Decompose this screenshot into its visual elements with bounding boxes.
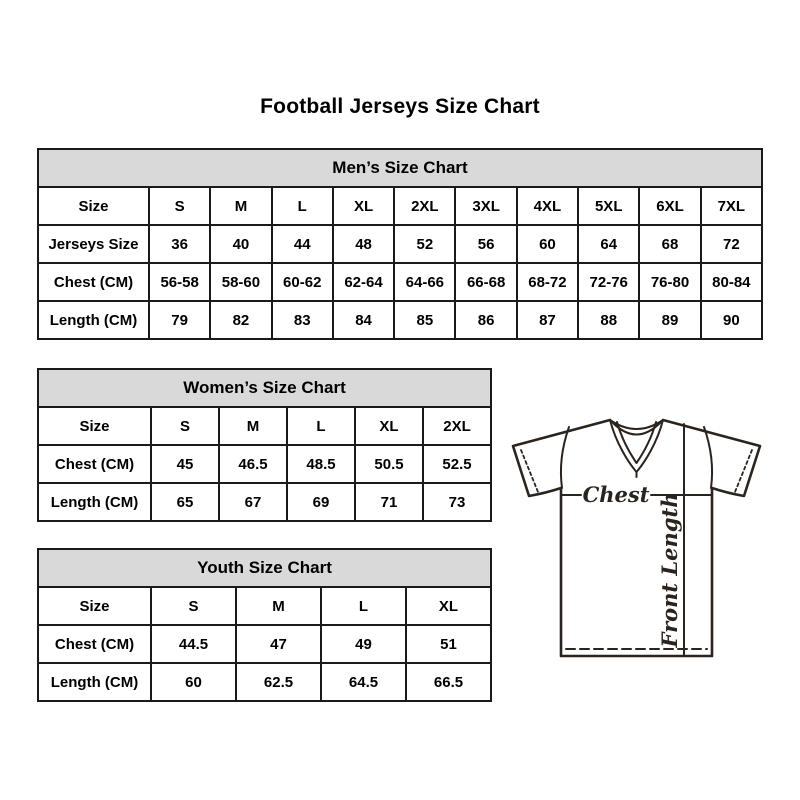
- mens-size-table: [37, 148, 763, 340]
- table-row: [38, 263, 762, 301]
- row-label-cell: Size: [38, 187, 149, 225]
- table-row: [38, 301, 762, 339]
- value-cell: 89: [639, 301, 700, 339]
- value-cell: 50.5: [355, 445, 423, 483]
- value-cell: 46.5: [219, 445, 287, 483]
- youth-size-table: [37, 548, 492, 702]
- row-label-cell: Size: [38, 587, 151, 625]
- table-row: [38, 625, 491, 663]
- value-cell: 68-72: [517, 263, 578, 301]
- value-cell: 82: [210, 301, 271, 339]
- value-cell: 73: [423, 483, 491, 521]
- womens-table-title: Women’s Size Chart: [38, 369, 491, 407]
- mens-table-title: Men’s Size Chart: [38, 149, 762, 187]
- row-label-cell: Chest (CM): [38, 625, 151, 663]
- value-cell: 84: [333, 301, 394, 339]
- value-cell: L: [272, 187, 333, 225]
- value-cell: 86: [455, 301, 516, 339]
- value-cell: 48.5: [287, 445, 355, 483]
- front-length-label: Front Length: [657, 492, 682, 648]
- value-cell: 44.5: [151, 625, 236, 663]
- value-cell: 60-62: [272, 263, 333, 301]
- value-cell: 3XL: [455, 187, 516, 225]
- youth-table-title: Youth Size Chart: [38, 549, 491, 587]
- value-cell: 83: [272, 301, 333, 339]
- value-cell: 90: [701, 301, 762, 339]
- row-label-cell: Size: [38, 407, 151, 445]
- value-cell: 2XL: [394, 187, 455, 225]
- jersey-measurement-diagram: [505, 410, 770, 668]
- value-cell: 52: [394, 225, 455, 263]
- value-cell: M: [219, 407, 287, 445]
- value-cell: 49: [321, 625, 406, 663]
- table-row: [38, 407, 491, 445]
- table-row: [38, 587, 491, 625]
- value-cell: 5XL: [578, 187, 639, 225]
- table-row: [38, 663, 491, 701]
- value-cell: 60: [151, 663, 236, 701]
- value-cell: 79: [149, 301, 210, 339]
- table-row: [38, 445, 491, 483]
- value-cell: XL: [333, 187, 394, 225]
- value-cell: 87: [517, 301, 578, 339]
- table-header-row: [38, 549, 491, 587]
- value-cell: 88: [578, 301, 639, 339]
- page-title: Football Jerseys Size Chart: [260, 95, 540, 118]
- value-cell: M: [210, 187, 271, 225]
- value-cell: 6XL: [639, 187, 700, 225]
- value-cell: 45: [151, 445, 219, 483]
- value-cell: 44: [272, 225, 333, 263]
- table-header-row: [38, 149, 762, 187]
- value-cell: 72: [701, 225, 762, 263]
- value-cell: XL: [406, 587, 491, 625]
- value-cell: 40: [210, 225, 271, 263]
- value-cell: 58-60: [210, 263, 271, 301]
- value-cell: 64-66: [394, 263, 455, 301]
- value-cell: 2XL: [423, 407, 491, 445]
- value-cell: L: [287, 407, 355, 445]
- value-cell: S: [149, 187, 210, 225]
- value-cell: 85: [394, 301, 455, 339]
- value-cell: 80-84: [701, 263, 762, 301]
- value-cell: 62-64: [333, 263, 394, 301]
- value-cell: 7XL: [701, 187, 762, 225]
- value-cell: 65: [151, 483, 219, 521]
- value-cell: 60: [517, 225, 578, 263]
- row-label-cell: Length (CM): [38, 483, 151, 521]
- value-cell: L: [321, 587, 406, 625]
- row-label-cell: Jerseys Size: [38, 225, 149, 263]
- value-cell: 36: [149, 225, 210, 263]
- jersey-outline: [513, 420, 760, 656]
- row-label-cell: Chest (CM): [38, 445, 151, 483]
- value-cell: S: [151, 407, 219, 445]
- womens-size-table: [37, 368, 492, 522]
- value-cell: 4XL: [517, 187, 578, 225]
- value-cell: 76-80: [639, 263, 700, 301]
- value-cell: 67: [219, 483, 287, 521]
- value-cell: 68: [639, 225, 700, 263]
- value-cell: 47: [236, 625, 321, 663]
- value-cell: 48: [333, 225, 394, 263]
- table-row: [38, 483, 491, 521]
- table-header-row: [38, 369, 491, 407]
- row-label-cell: Chest (CM): [38, 263, 149, 301]
- value-cell: 66.5: [406, 663, 491, 701]
- row-label-cell: Length (CM): [38, 301, 149, 339]
- chest-label: Chest: [582, 482, 650, 507]
- value-cell: 72-76: [578, 263, 639, 301]
- value-cell: M: [236, 587, 321, 625]
- value-cell: 56: [455, 225, 516, 263]
- value-cell: 52.5: [423, 445, 491, 483]
- value-cell: XL: [355, 407, 423, 445]
- table-row: [38, 225, 762, 263]
- value-cell: S: [151, 587, 236, 625]
- value-cell: 56-58: [149, 263, 210, 301]
- value-cell: 62.5: [236, 663, 321, 701]
- value-cell: 71: [355, 483, 423, 521]
- value-cell: 69: [287, 483, 355, 521]
- value-cell: 51: [406, 625, 491, 663]
- value-cell: 64: [578, 225, 639, 263]
- value-cell: 66-68: [455, 263, 516, 301]
- row-label-cell: Length (CM): [38, 663, 151, 701]
- value-cell: 64.5: [321, 663, 406, 701]
- table-row: [38, 187, 762, 225]
